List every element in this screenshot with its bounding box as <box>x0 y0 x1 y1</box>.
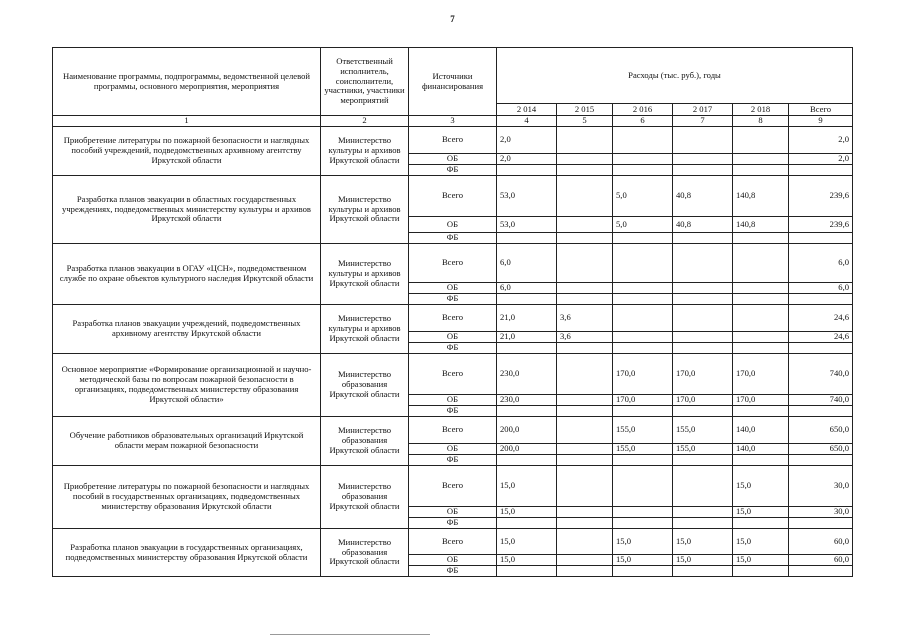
expense-value: 15,0 <box>497 529 557 555</box>
expense-value: 15,0 <box>673 529 733 555</box>
expense-total <box>789 406 853 417</box>
expense-value <box>557 343 613 354</box>
expense-value: 3,6 <box>557 305 613 332</box>
expense-value <box>557 417 613 444</box>
table-row <box>53 176 853 217</box>
expense-value <box>613 455 673 466</box>
table-row <box>53 529 853 555</box>
expense-value: 15,0 <box>733 507 789 518</box>
column-index: 5 <box>557 116 613 127</box>
expense-value <box>673 566 733 577</box>
expense-value <box>613 466 673 507</box>
expense-total: 30,0 <box>789 466 853 507</box>
funding-source: Всего <box>409 354 497 395</box>
expense-value <box>673 244 733 283</box>
expense-value <box>613 244 673 283</box>
expense-value: 155,0 <box>613 444 673 455</box>
funding-source: ОБ <box>409 507 497 518</box>
expense-value: 170,0 <box>613 354 673 395</box>
expense-value <box>557 154 613 165</box>
expense-value <box>613 294 673 305</box>
expense-value: 5,0 <box>613 176 673 217</box>
expense-value <box>673 127 733 154</box>
expense-value <box>613 507 673 518</box>
column-index: 7 <box>673 116 733 127</box>
funding-source: ОБ <box>409 154 497 165</box>
funding-source: ОБ <box>409 217 497 233</box>
expense-total <box>789 165 853 176</box>
expense-value: 40,8 <box>673 217 733 233</box>
funding-source: Всего <box>409 244 497 283</box>
expense-value: 15,0 <box>733 466 789 507</box>
expense-value <box>613 518 673 529</box>
expense-value <box>497 455 557 466</box>
expense-value <box>557 127 613 154</box>
expense-value <box>557 176 613 217</box>
header-year-total: Всего <box>789 104 853 116</box>
funding-source: ОБ <box>409 332 497 343</box>
expense-value <box>497 406 557 417</box>
header-year: 2 016 <box>613 104 673 116</box>
expense-value <box>613 332 673 343</box>
expense-value: 21,0 <box>497 332 557 343</box>
expense-value <box>497 518 557 529</box>
header-program-name: Наименование программы, подпрограммы, ведомственной целевой программы, основного мероприятия, мероприятия <box>53 48 321 116</box>
table-row <box>53 305 853 332</box>
header-year: 2 017 <box>673 104 733 116</box>
table-row <box>53 354 853 395</box>
expense-value: 6,0 <box>497 244 557 283</box>
activity-name: Разработка планов эвакуации в государственных организациях, подведомственных министерству образования Иркутской области <box>53 529 321 577</box>
table-row <box>53 417 853 444</box>
expense-value: 15,0 <box>613 555 673 566</box>
responsible-executor: Министерство образования Иркутской области <box>321 417 409 466</box>
expense-total <box>789 343 853 354</box>
expense-total: 239,6 <box>789 176 853 217</box>
funding-source: ФБ <box>409 165 497 176</box>
expense-value <box>557 455 613 466</box>
expense-value: 5,0 <box>613 217 673 233</box>
expense-value: 15,0 <box>497 466 557 507</box>
expense-value <box>733 244 789 283</box>
expense-value <box>733 233 789 244</box>
activity-name: Основное мероприятие «Формирование организационной и научно-методической базы по вопросам пожарной безопасности в организациях, подведомственных министерству образования Иркутской области» <box>53 354 321 417</box>
responsible-executor: Министерство образования Иркутской области <box>321 466 409 529</box>
funding-source: ФБ <box>409 455 497 466</box>
expense-value <box>733 332 789 343</box>
expense-value <box>613 233 673 244</box>
expense-value <box>673 466 733 507</box>
expense-value: 15,0 <box>613 529 673 555</box>
activity-name: Разработка планов эвакуации в областных государственных учреждениях, подведомственных министерству культуры и архивов Иркутской области <box>53 176 321 244</box>
expense-value: 15,0 <box>733 529 789 555</box>
expense-value <box>733 518 789 529</box>
activity-name: Приобретение литературы по пожарной безопасности и наглядных пособий в государственных организациях, подведомственных министерству образования Иркутской области <box>53 466 321 529</box>
expense-value <box>497 566 557 577</box>
expense-value <box>613 165 673 176</box>
funding-source: ФБ <box>409 233 497 244</box>
expense-value: 53,0 <box>497 217 557 233</box>
activity-name: Приобретение литературы по пожарной безопасности и наглядных пособий учреждений, подведомственных архивному агентству Иркутской области <box>53 127 321 176</box>
header-expenses: Расходы (тыс. руб.), годы <box>497 48 853 104</box>
expense-total <box>789 518 853 529</box>
header-responsible: Ответственный исполнитель, соисполнители, участники, участники мероприятий <box>321 48 409 116</box>
expense-value <box>557 294 613 305</box>
responsible-executor: Министерство образования Иркутской области <box>321 354 409 417</box>
funding-source: ОБ <box>409 395 497 406</box>
expense-value <box>673 165 733 176</box>
expense-value: 2,0 <box>497 127 557 154</box>
expense-value <box>673 455 733 466</box>
expense-value: 40,8 <box>673 176 733 217</box>
expense-total <box>789 233 853 244</box>
expense-value <box>733 283 789 294</box>
funding-source: ОБ <box>409 444 497 455</box>
funding-source: Всего <box>409 466 497 507</box>
expense-value <box>733 294 789 305</box>
expense-total: 740,0 <box>789 395 853 406</box>
expense-value <box>673 154 733 165</box>
funding-source: ОБ <box>409 283 497 294</box>
responsible-executor: Министерство культуры и архивов Иркутской области <box>321 305 409 354</box>
funding-source: ФБ <box>409 566 497 577</box>
expense-value <box>673 233 733 244</box>
expense-value <box>557 444 613 455</box>
expense-value: 15,0 <box>497 555 557 566</box>
expense-value <box>673 305 733 332</box>
header-year: 2 018 <box>733 104 789 116</box>
expense-value <box>673 518 733 529</box>
table-row <box>53 244 853 283</box>
expense-total: 2,0 <box>789 154 853 165</box>
expense-value <box>673 294 733 305</box>
expense-value <box>613 127 673 154</box>
expense-value: 140,0 <box>733 417 789 444</box>
expense-total: 239,6 <box>789 217 853 233</box>
funding-source: Всего <box>409 417 497 444</box>
expense-value: 230,0 <box>497 395 557 406</box>
expense-total: 60,0 <box>789 529 853 555</box>
funding-source: ОБ <box>409 555 497 566</box>
activity-name: Обучение работников образовательных организаций Иркутской области мерам пожарной безопасности <box>53 417 321 466</box>
expense-value <box>613 566 673 577</box>
expense-total: 650,0 <box>789 417 853 444</box>
column-index: 1 <box>53 116 321 127</box>
responsible-executor: Министерство культуры и архивов Иркутской области <box>321 244 409 305</box>
expense-value: 230,0 <box>497 354 557 395</box>
expense-value <box>613 305 673 332</box>
funding-source: Всего <box>409 176 497 217</box>
funding-source: ФБ <box>409 406 497 417</box>
expense-value <box>557 217 613 233</box>
expense-total: 650,0 <box>789 444 853 455</box>
expense-total <box>789 566 853 577</box>
expense-value <box>613 283 673 294</box>
expense-value <box>733 154 789 165</box>
funding-source: Всего <box>409 305 497 332</box>
expense-total: 6,0 <box>789 283 853 294</box>
expense-value: 15,0 <box>497 507 557 518</box>
activity-name: Разработка планов эвакуации учреждений, подведомственных архивному агентству Иркутской области <box>53 305 321 354</box>
expense-value: 170,0 <box>613 395 673 406</box>
expense-value <box>557 406 613 417</box>
expense-value <box>497 343 557 354</box>
expense-value <box>613 406 673 417</box>
column-index: 3 <box>409 116 497 127</box>
expense-total <box>789 294 853 305</box>
expense-total: 24,6 <box>789 332 853 343</box>
expense-total: 740,0 <box>789 354 853 395</box>
responsible-executor: Министерство культуры и архивов Иркутской области <box>321 176 409 244</box>
responsible-executor: Министерство культуры и архивов Иркутской области <box>321 127 409 176</box>
expense-value <box>673 332 733 343</box>
expense-value <box>557 165 613 176</box>
header-year: 2 014 <box>497 104 557 116</box>
expense-total: 60,0 <box>789 555 853 566</box>
table-row <box>53 466 853 507</box>
expense-value <box>497 165 557 176</box>
expense-value <box>557 466 613 507</box>
expense-value: 53,0 <box>497 176 557 217</box>
expense-value: 140,0 <box>733 444 789 455</box>
expense-value <box>733 305 789 332</box>
expense-value <box>557 233 613 244</box>
expense-value: 170,0 <box>733 395 789 406</box>
expense-value: 15,0 <box>673 555 733 566</box>
header-year: 2 015 <box>557 104 613 116</box>
expense-value: 170,0 <box>733 354 789 395</box>
expense-value <box>557 529 613 555</box>
expense-value <box>733 455 789 466</box>
expense-value <box>613 154 673 165</box>
expense-value: 6,0 <box>497 283 557 294</box>
expense-value <box>557 518 613 529</box>
expense-total: 6,0 <box>789 244 853 283</box>
expense-value <box>497 233 557 244</box>
expense-value <box>613 343 673 354</box>
expense-value: 15,0 <box>733 555 789 566</box>
expense-value: 200,0 <box>497 444 557 455</box>
funding-source: Всего <box>409 529 497 555</box>
expense-value: 200,0 <box>497 417 557 444</box>
column-index-row <box>53 116 853 127</box>
column-index: 9 <box>789 116 853 127</box>
funding-source: Всего <box>409 127 497 154</box>
expense-value: 155,0 <box>673 444 733 455</box>
expense-value <box>557 283 613 294</box>
expense-total: 30,0 <box>789 507 853 518</box>
expense-value <box>557 507 613 518</box>
funding-source: ФБ <box>409 343 497 354</box>
expense-value <box>673 406 733 417</box>
table-body <box>53 127 853 577</box>
expense-value <box>673 507 733 518</box>
expense-value <box>497 294 557 305</box>
page-number: 7 <box>450 14 455 24</box>
column-index: 4 <box>497 116 557 127</box>
activity-name: Разработка планов эвакуации в ОГАУ «ЦСН», подведомственном службе по охране объектов культурного наследия Иркутской области <box>53 244 321 305</box>
column-index: 2 <box>321 116 409 127</box>
expense-value <box>733 165 789 176</box>
expense-value: 2,0 <box>497 154 557 165</box>
column-index: 6 <box>613 116 673 127</box>
funding-source: ФБ <box>409 518 497 529</box>
column-index: 8 <box>733 116 789 127</box>
footer-rule <box>270 634 430 635</box>
expense-value <box>733 127 789 154</box>
expense-value <box>557 354 613 395</box>
expense-value: 140,8 <box>733 217 789 233</box>
expense-value: 170,0 <box>673 395 733 406</box>
header-sources: Источники финансирования <box>409 48 497 116</box>
responsible-executor: Министерство образования Иркутской области <box>321 529 409 577</box>
expense-total <box>789 455 853 466</box>
expense-value <box>557 566 613 577</box>
expense-value: 140,8 <box>733 176 789 217</box>
expense-value <box>557 555 613 566</box>
expense-value: 170,0 <box>673 354 733 395</box>
expense-value <box>673 283 733 294</box>
expense-value <box>733 566 789 577</box>
funding-source: ФБ <box>409 294 497 305</box>
expense-total: 2,0 <box>789 127 853 154</box>
expense-value <box>733 406 789 417</box>
expense-total: 24,6 <box>789 305 853 332</box>
expense-value: 155,0 <box>673 417 733 444</box>
expense-value <box>557 244 613 283</box>
table-row <box>53 127 853 154</box>
expense-value <box>673 343 733 354</box>
expense-value <box>733 343 789 354</box>
expense-value: 155,0 <box>613 417 673 444</box>
budget-table <box>52 47 853 577</box>
header-row <box>53 48 853 104</box>
expense-value <box>557 395 613 406</box>
expense-value: 21,0 <box>497 305 557 332</box>
expense-value: 3,6 <box>557 332 613 343</box>
